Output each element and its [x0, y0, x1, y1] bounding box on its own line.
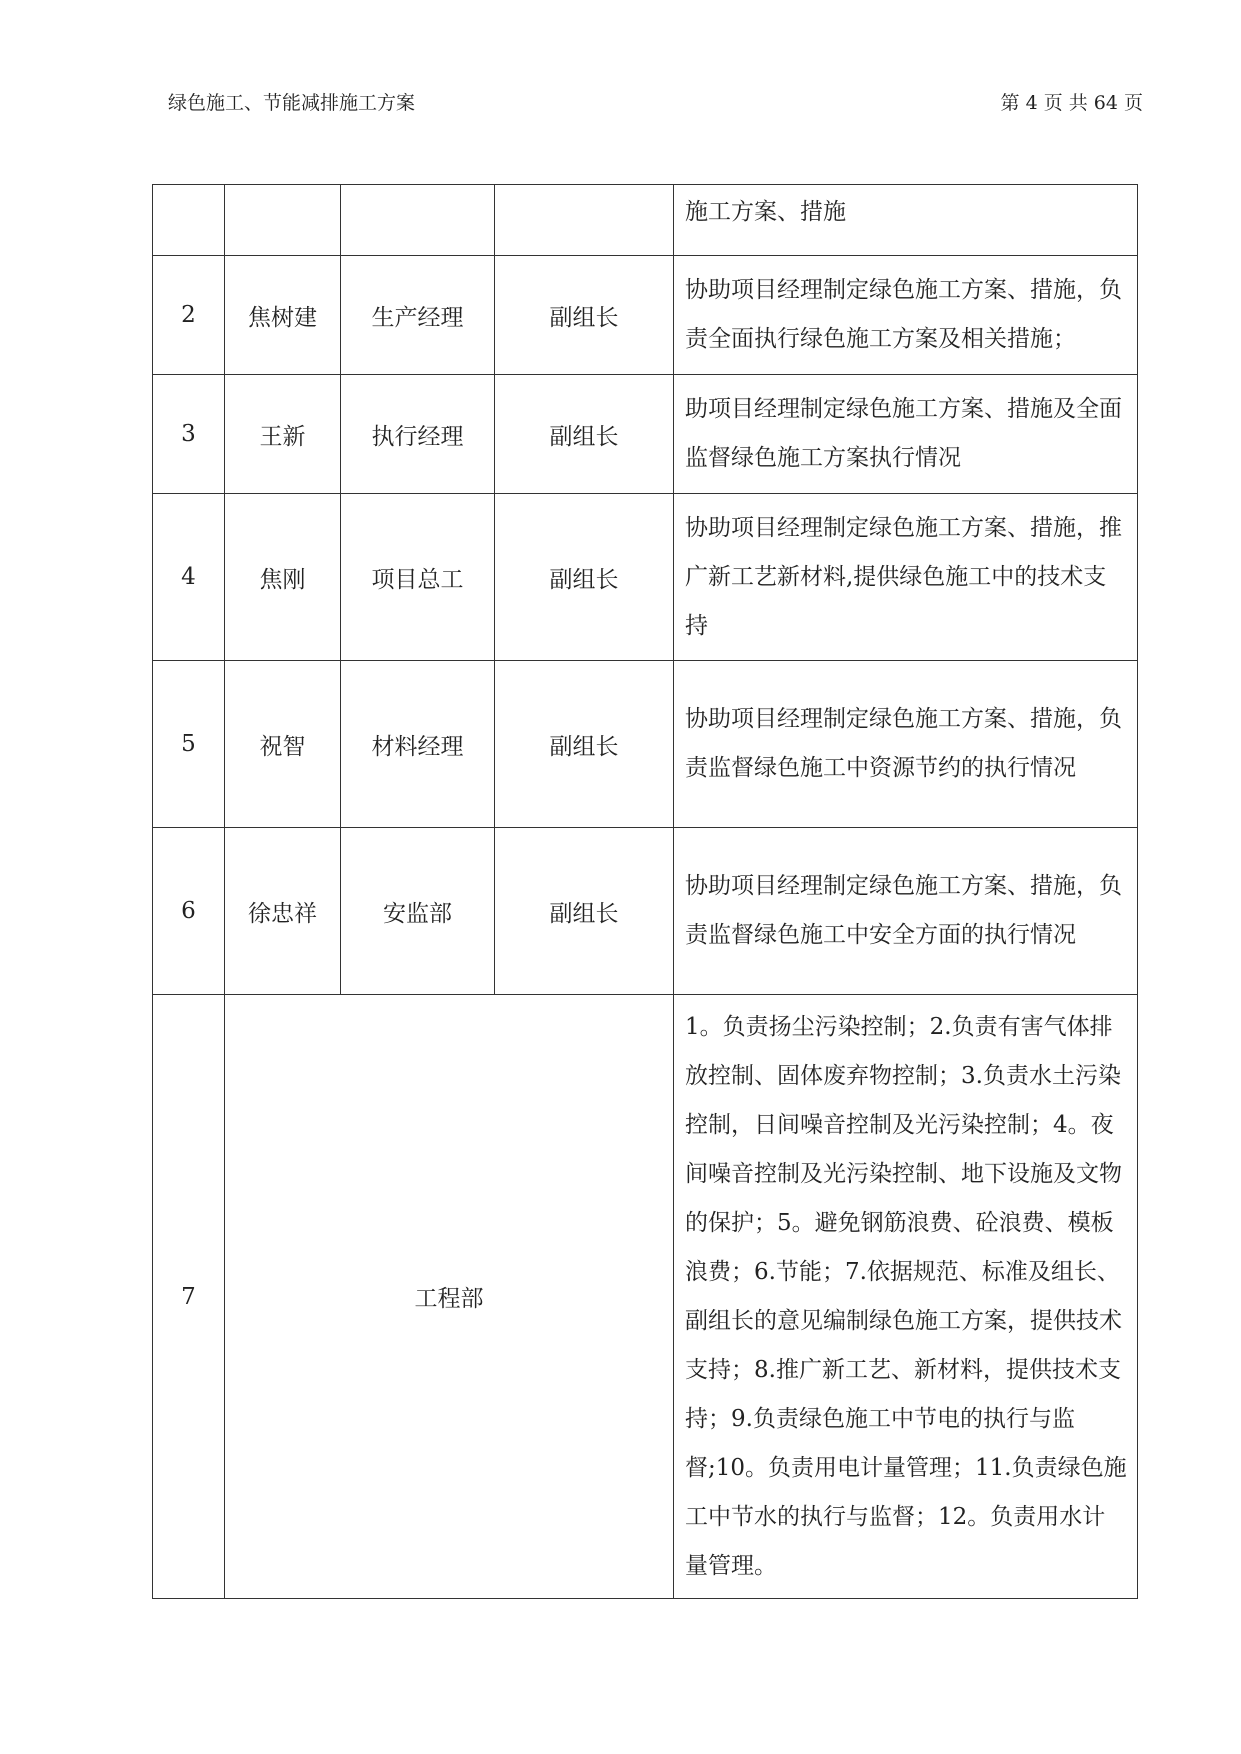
team-role	[495, 185, 674, 256]
document-title: 绿色施工、节能减排施工方案	[168, 92, 416, 114]
table-row	[153, 494, 1138, 661]
table-row	[153, 995, 1138, 1599]
duty-description: 协助项目经理制定绿色施工方案、措施，负责监督绿色施工中安全方面的执行情况	[674, 828, 1138, 995]
table-row	[153, 828, 1138, 995]
row-number	[153, 185, 225, 256]
duty-description: 协助项目经理制定绿色施工方案、措施，推广新工艺新材料,提供绿色施工中的技术支持	[674, 494, 1138, 661]
member-name: 焦树建	[225, 256, 341, 375]
department-name: 工程部	[225, 995, 674, 1599]
member-position: 材料经理	[341, 661, 495, 828]
team-role: 副组长	[495, 828, 674, 995]
member-name: 焦刚	[225, 494, 341, 661]
duty-description: 协助项目经理制定绿色施工方案、措施，负责监督绿色施工中资源节约的执行情况	[674, 661, 1138, 828]
member-position: 安监部	[341, 828, 495, 995]
row-number: 7	[153, 995, 225, 1599]
team-role: 副组长	[495, 661, 674, 828]
row-number: 3	[153, 375, 225, 494]
row-number: 4	[153, 494, 225, 661]
duty-description: 施工方案、措施	[674, 185, 1138, 256]
member-name: 徐忠祥	[225, 828, 341, 995]
member-name	[225, 185, 341, 256]
duty-description: 1。负责扬尘污染控制；2.负责有害气体排放控制、固体废弃物控制；3.负责水土污染控制，日间噪音控制及光污染控制；4。夜间噪音控制及光污染控制、地下设施及文物的保护；5。避免钢筋浪费、砼浪费、模板浪费；6.节能；7.依据规范、标准及组长、副组长的意见编制绿色施工方案，提供技术支持；8.推广新工艺、新材料，提供技术支持；9.负责绿色施工中节电的执行与监督;10。负责用电计量管理；11.负责绿色施工中节水的执行与监督；12。负责用水计量管理。	[674, 995, 1138, 1599]
member-position: 项目总工	[341, 494, 495, 661]
duty-description: 助项目经理制定绿色施工方案、措施及全面监督绿色施工方案执行情况	[674, 375, 1138, 494]
row-number: 5	[153, 661, 225, 828]
team-role: 副组长	[495, 494, 674, 661]
responsibility-table	[152, 184, 1138, 1599]
row-number: 2	[153, 256, 225, 375]
team-role: 副组长	[495, 375, 674, 494]
member-position: 生产经理	[341, 256, 495, 375]
row-number: 6	[153, 828, 225, 995]
page-number: 第 4 页 共 64 页	[1000, 92, 1143, 114]
table-row	[153, 256, 1138, 375]
member-position: 执行经理	[341, 375, 495, 494]
team-role: 副组长	[495, 256, 674, 375]
member-position	[341, 185, 495, 256]
duty-description: 协助项目经理制定绿色施工方案、措施，负责全面执行绿色施工方案及相关措施；	[674, 256, 1138, 375]
table-row	[153, 185, 1138, 256]
member-name: 祝智	[225, 661, 341, 828]
member-name: 王新	[225, 375, 341, 494]
table-row	[153, 661, 1138, 828]
table-row	[153, 375, 1138, 494]
